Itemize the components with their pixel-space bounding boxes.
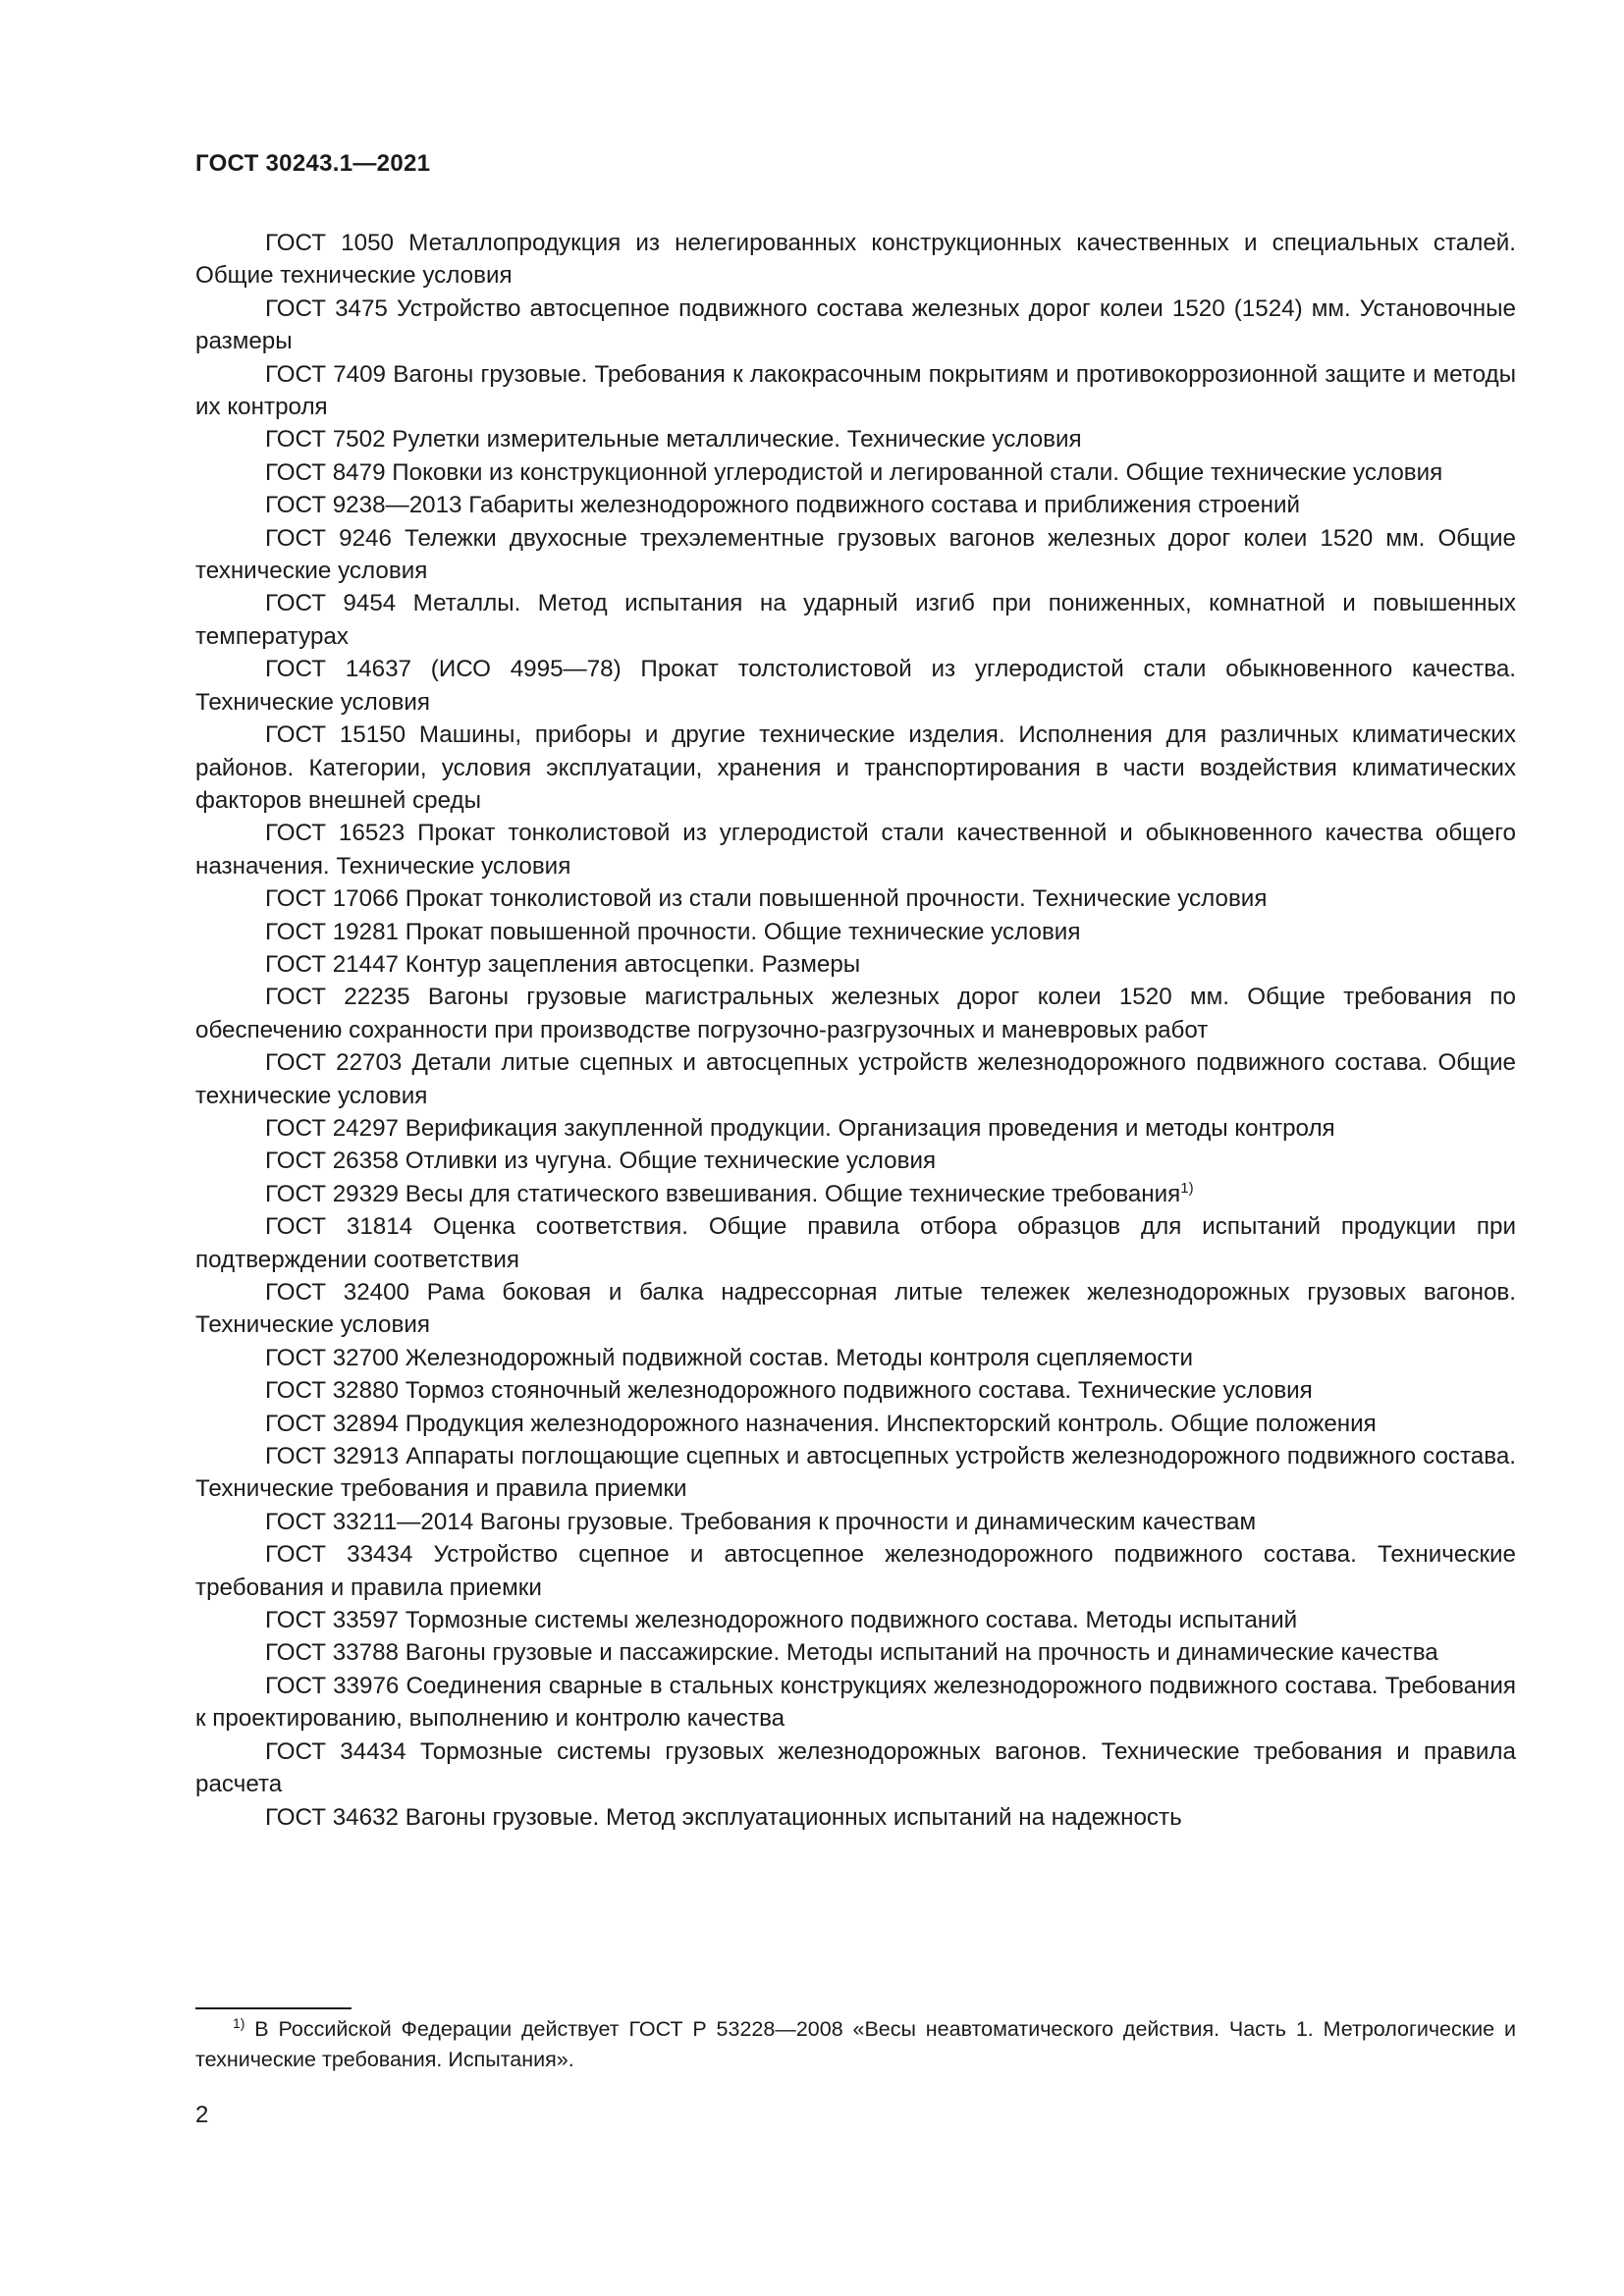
reference-text: ГОСТ 14637 (ИСО 4995—78) Прокат толстолистовой из углеродистой стали обыкновенного качества. Технические условия: [195, 656, 1516, 716]
reference-item: [195, 1276, 1516, 1342]
reference-item: [195, 1210, 1516, 1276]
reference-text: ГОСТ 33597 Тормозные системы железнодорожного подвижного состава. Методы испытаний: [265, 1607, 1298, 1634]
reference-item: [195, 1440, 1516, 1506]
reference-text: ГОСТ 33434 Устройство сцепное и автосцепное железнодорожного подвижного состава. Технические требования и правила приемки: [195, 1541, 1516, 1601]
reference-text: ГОСТ 7502 Рулетки измерительные металлические. Технические условия: [265, 426, 1082, 454]
reference-item: [195, 1112, 1516, 1145]
reference-item: [195, 653, 1516, 719]
reference-text: ГОСТ 8479 Поковки из конструкционной углеродистой и легированной стали. Общие технические условия: [265, 458, 1443, 486]
reference-item: [195, 293, 1516, 358]
reference-text: ГОСТ 29329 Весы для статического взвешивания. Общие технические требования: [265, 1180, 1181, 1207]
reference-text: ГОСТ 34434 Тормозные системы грузовых железнодорожных вагонов. Технические требования и правила расчета: [195, 1737, 1516, 1798]
reference-text: ГОСТ 7409 Вагоны грузовые. Требования к лакокрасочным покрытиям и противокоррозионной защите и методы их контроля: [195, 360, 1516, 421]
reference-item: [195, 227, 1516, 293]
reference-text: ГОСТ 1050 Металлопродукция из нелегированных конструкционных качественных и специальных сталей. Общие технические условия: [195, 230, 1516, 290]
reference-text: ГОСТ 22703 Детали литые сцепных и автосцепных устройств железнодорожного подвижного состава. Общие технические условия: [195, 1049, 1516, 1109]
reference-text: ГОСТ 15150 Машины, приборы и другие технические изделия. Исполнения для различных климатических районов. Категории, условия эксплуатации, хранения и транспортирования в части воздействия климатических факторов внешней среды: [195, 721, 1516, 814]
reference-item: [195, 817, 1516, 882]
footnote-marker: 1): [233, 2015, 245, 2031]
reference-text: ГОСТ 9238—2013 Габариты железнодорожного подвижного состава и приближения строений: [265, 492, 1300, 519]
reference-text: ГОСТ 33788 Вагоны грузовые и пассажирские. Методы испытаний на прочность и динамические качества: [265, 1639, 1438, 1667]
footnote: [195, 2014, 1516, 2074]
reference-item: [195, 1178, 1516, 1210]
reference-item: [195, 1604, 1516, 1636]
reference-item: [195, 1735, 1516, 1801]
reference-text: ГОСТ 22235 Вагоны грузовые магистральных железных дорог колеи 1520 мм. Общие требования по обеспечению сохранности при производстве погрузочно-разгрузочных и маневровых работ: [195, 984, 1516, 1043]
reference-text: ГОСТ 32913 Аппараты поглощающие сцепных и автосцепных устройств железнодорожного подвижного состава. Технические требования и правила приемки: [195, 1443, 1516, 1503]
reference-item: [195, 1670, 1516, 1735]
reference-item: [195, 1145, 1516, 1177]
reference-item: [195, 587, 1516, 653]
reference-text: ГОСТ 32880 Тормоз стояночный железнодорожного подвижного состава. Технические условия: [265, 1377, 1313, 1405]
reference-text: ГОСТ 9454 Металлы. Метод испытания на ударный изгиб при пониженных, комнатной и повышенных температурах: [195, 590, 1516, 650]
reference-text: ГОСТ 32400 Рама боковая и балка надрессорная литые тележек железнодорожных грузовых вагонов. Технические условия: [195, 1279, 1516, 1339]
reference-item: [195, 1374, 1516, 1407]
reference-text: ГОСТ 32894 Продукция железнодорожного назначения. Инспекторский контроль. Общие положения: [265, 1410, 1377, 1437]
reference-item: [195, 358, 1516, 424]
page-number: 2: [195, 2102, 209, 2128]
reference-text: ГОСТ 32700 Железнодорожный подвижной состав. Методы контроля сцепляемости: [265, 1344, 1194, 1371]
reference-item: [195, 1538, 1516, 1604]
normative-references-list: [195, 227, 1516, 1834]
reference-item: [195, 948, 1516, 981]
reference-text: ГОСТ 26358 Отливки из чугуна. Общие технические условия: [265, 1148, 937, 1175]
reference-item: [195, 1636, 1516, 1669]
reference-item: [195, 719, 1516, 817]
reference-item: [195, 882, 1516, 915]
reference-item: [195, 1408, 1516, 1440]
reference-text: ГОСТ 34632 Вагоны грузовые. Метод эксплуатационных испытаний на надежность: [265, 1803, 1182, 1831]
reference-item: [195, 1342, 1516, 1374]
reference-text: ГОСТ 17066 Прокат тонколистовой из стали повышенной прочности. Технические условия: [265, 885, 1268, 913]
reference-text: ГОСТ 3475 Устройство автосцепное подвижного состава железных дорог колеи 1520 (1524) мм. Установочные размеры: [195, 294, 1516, 355]
reference-item: [195, 981, 1516, 1046]
reference-text: ГОСТ 9246 Тележки двухосные трехэлементные грузовых вагонов железных дорог колеи 1520 мм. Общие технические условия: [195, 524, 1516, 585]
reference-text: ГОСТ 33976 Соединения сварные в стальных конструкциях железнодорожного подвижного состава. Требования к проектированию, выполнению и контролю качества: [195, 1672, 1516, 1733]
document-header: ГОСТ 30243.1—2021: [195, 150, 431, 177]
reference-text: ГОСТ 21447 Контур зацепления автосцепки. Размеры: [265, 950, 861, 978]
reference-item: [195, 1046, 1516, 1112]
reference-item: [195, 1506, 1516, 1538]
reference-item: [195, 456, 1516, 489]
footnote-text: В Российской Федерации действует ГОСТ Р 53228—2008 «Весы неавтоматического действия. Часть 1. Метрологические и технические требования. Испытания».: [195, 2017, 1516, 2071]
footnote-marker: 1): [1180, 1179, 1194, 1197]
footnote-divider: [195, 2007, 352, 2009]
reference-text: ГОСТ 24297 Верификация закупленной продукции. Организация проведения и методы контроля: [265, 1114, 1335, 1142]
reference-text: ГОСТ 19281 Прокат повышенной прочности. Общие технические условия: [265, 918, 1081, 945]
reference-item: [195, 423, 1516, 455]
reference-text: ГОСТ 31814 Оценка соответствия. Общие правила отбора образцов для испытаний продукции при подтверждении соответствия: [195, 1213, 1516, 1273]
reference-text: ГОСТ 16523 Прокат тонколистовой из углеродистой стали качественной и обыкновенного качества общего назначения. Технические условия: [195, 820, 1516, 880]
reference-item: [195, 522, 1516, 588]
reference-item: [195, 489, 1516, 521]
reference-text: ГОСТ 33211—2014 Вагоны грузовые. Требования к прочности и динамическим качествам: [265, 1508, 1257, 1535]
reference-item: [195, 1801, 1516, 1834]
reference-item: [195, 916, 1516, 948]
